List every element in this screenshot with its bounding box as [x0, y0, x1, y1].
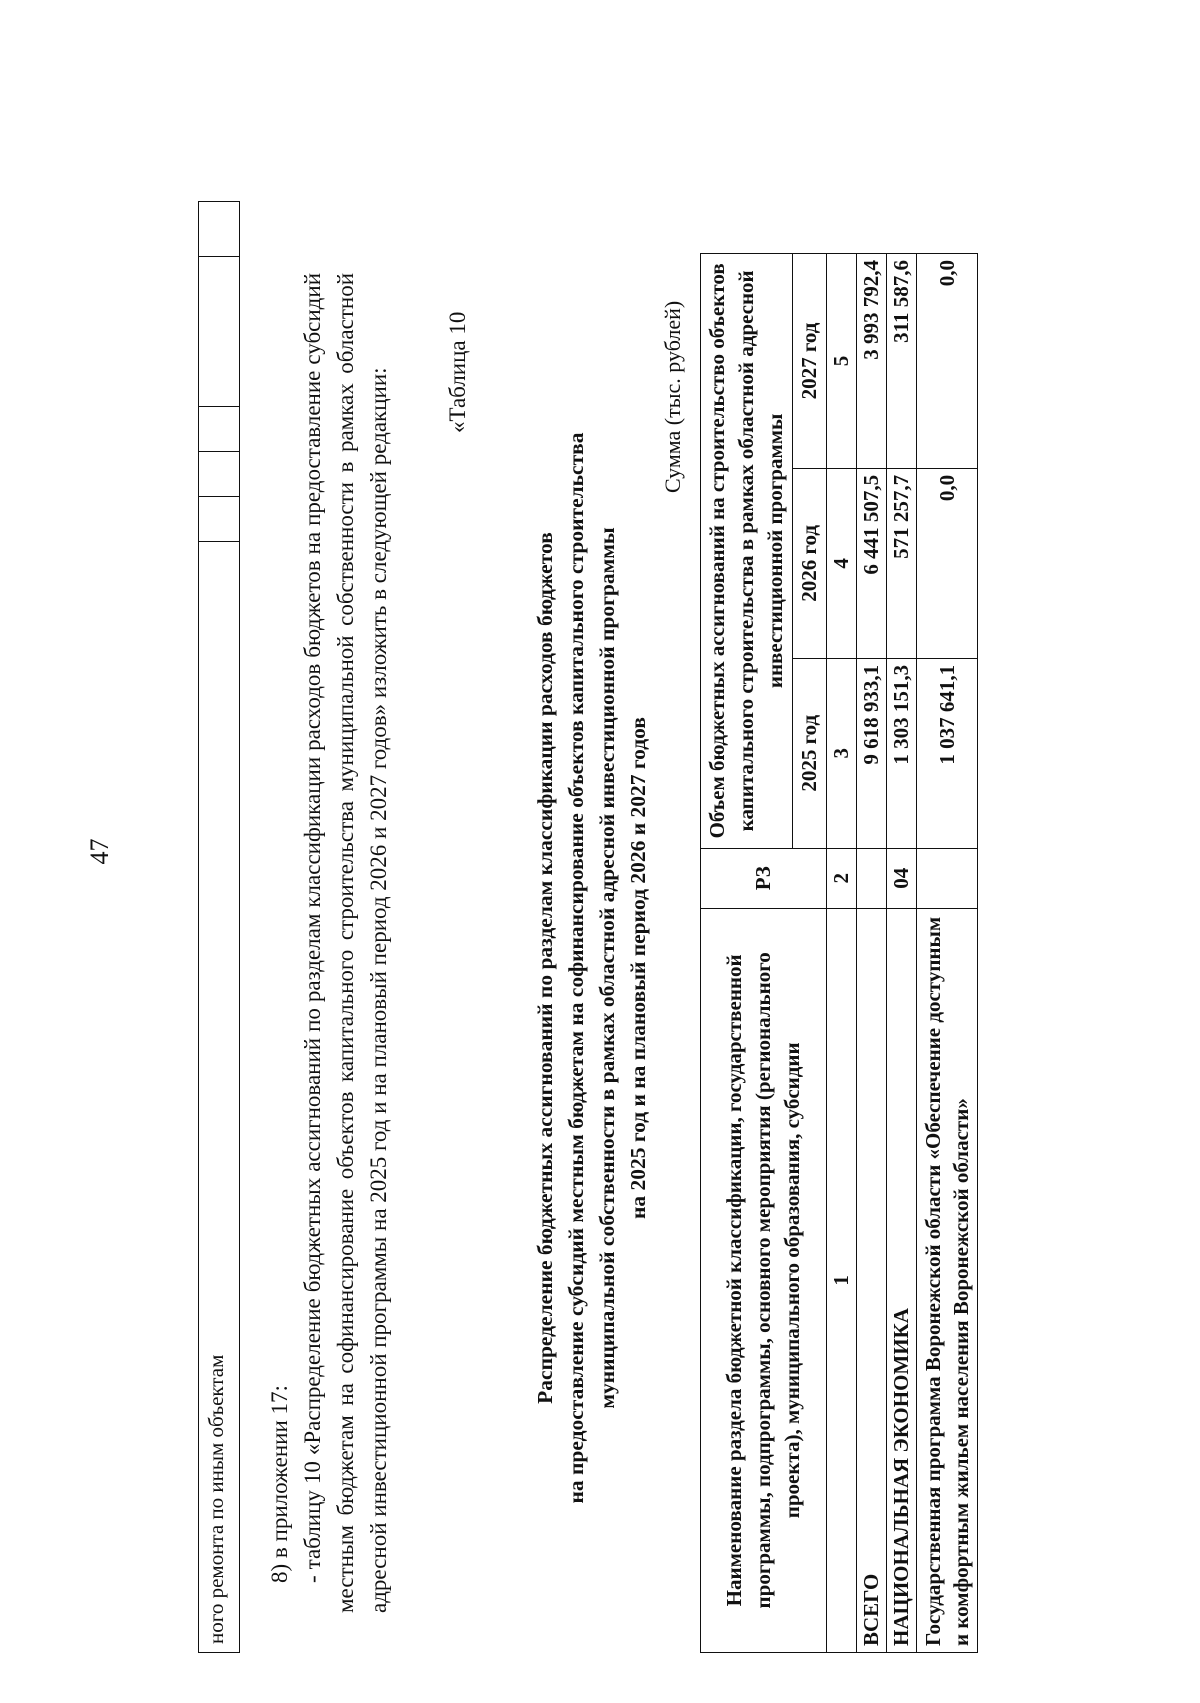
col-number: 5 — [827, 254, 857, 469]
budget-table — [700, 253, 978, 1653]
header-year-2027: 2027 год — [793, 254, 827, 469]
row-name: НАЦИОНАЛЬНАЯ ЭКОНОМИКА — [887, 908, 917, 1652]
table-row — [857, 254, 887, 1653]
header-volume: Объем бюджетных ассигнований на строительство объектов капитального строительства в рамках областной адресной инвестиционной программы — [701, 254, 793, 849]
title-line: Распределение бюджетных ассигнований по разделам классификации расходов бюджетов — [533, 532, 557, 1404]
fragment-name-cell — [199, 541, 239, 1652]
title-line: муниципальной собственности в рамках областной адресной инвестиционной программы — [595, 527, 619, 1409]
continued-table-fragment — [198, 201, 240, 1653]
row-rz: 04 — [887, 848, 917, 908]
row-name: ВСЕГО — [857, 908, 887, 1652]
header-year-2026: 2026 год — [793, 468, 827, 658]
row-value-2025: 1 303 151,3 — [887, 658, 917, 848]
col-number: 1 — [827, 908, 857, 1652]
row-name: Государственная программа Воронежской области «Обеспечение доступным и комфортным жильем населения Воронежской области» — [917, 908, 978, 1652]
fragment-cell — [199, 406, 239, 452]
fragment-cell — [199, 256, 239, 407]
units-label: Сумма (тыс. рублей) — [660, 300, 685, 493]
header-name: Наименование раздела бюджетной классификации, государственной программы, подпрограммы, основного мероприятия (регионального проекта), муниципального образования, субсидии — [701, 908, 827, 1652]
title-line: на предоставление субсидий местным бюджетам на софинансирование объектов капитального строительства — [564, 432, 588, 1504]
table-row — [917, 254, 978, 1653]
table-row — [887, 254, 917, 1653]
row-rz — [857, 848, 887, 908]
item-text: - таблицу 10 «Распределение бюджетных ассигнований по разделам классификации расходов бюджетов на предоставление субсидий местным бюджетам на софинансирование объектов капитального строительства муниципальной собственности в рамках областной адресной инвестиционной программы на 2025 год и на плановый период 2026 и 2027 годов» изложить в следующей редакции: — [300, 273, 391, 1613]
col-number: 2 — [827, 848, 857, 908]
row-value-2025: 1 037 641,1 — [917, 658, 978, 848]
title-line: на 2025 год и на плановый период 2026 и 2027 годов — [626, 717, 650, 1219]
row-value-2027: 311 587,6 — [887, 254, 917, 469]
fragment-cell — [199, 496, 239, 542]
page-number: 47 — [85, 838, 114, 865]
continued-row-text: ного ремонта по иным объектам — [204, 1354, 228, 1644]
row-value-2025: 9 618 933,1 — [857, 658, 887, 848]
item-line: 8) в приложении 17: — [267, 1385, 292, 1583]
row-value-2026: 0,0 — [917, 468, 978, 658]
fragment-cell — [199, 451, 239, 497]
table-note: «Таблица 10 — [445, 311, 470, 433]
row-value-2027: 3 993 792,4 — [857, 254, 887, 469]
header-year-2025: 2025 год — [793, 658, 827, 848]
col-number: 3 — [827, 658, 857, 848]
row-value-2026: 571 257,7 — [887, 468, 917, 658]
header-rz: РЗ — [701, 848, 827, 908]
row-value-2026: 6 441 507,5 — [857, 468, 887, 658]
table-title — [530, 313, 654, 1623]
amendment-paragraph — [263, 273, 395, 1613]
row-rz — [917, 848, 978, 908]
col-number: 4 — [827, 468, 857, 658]
row-value-2027: 0,0 — [917, 254, 978, 469]
